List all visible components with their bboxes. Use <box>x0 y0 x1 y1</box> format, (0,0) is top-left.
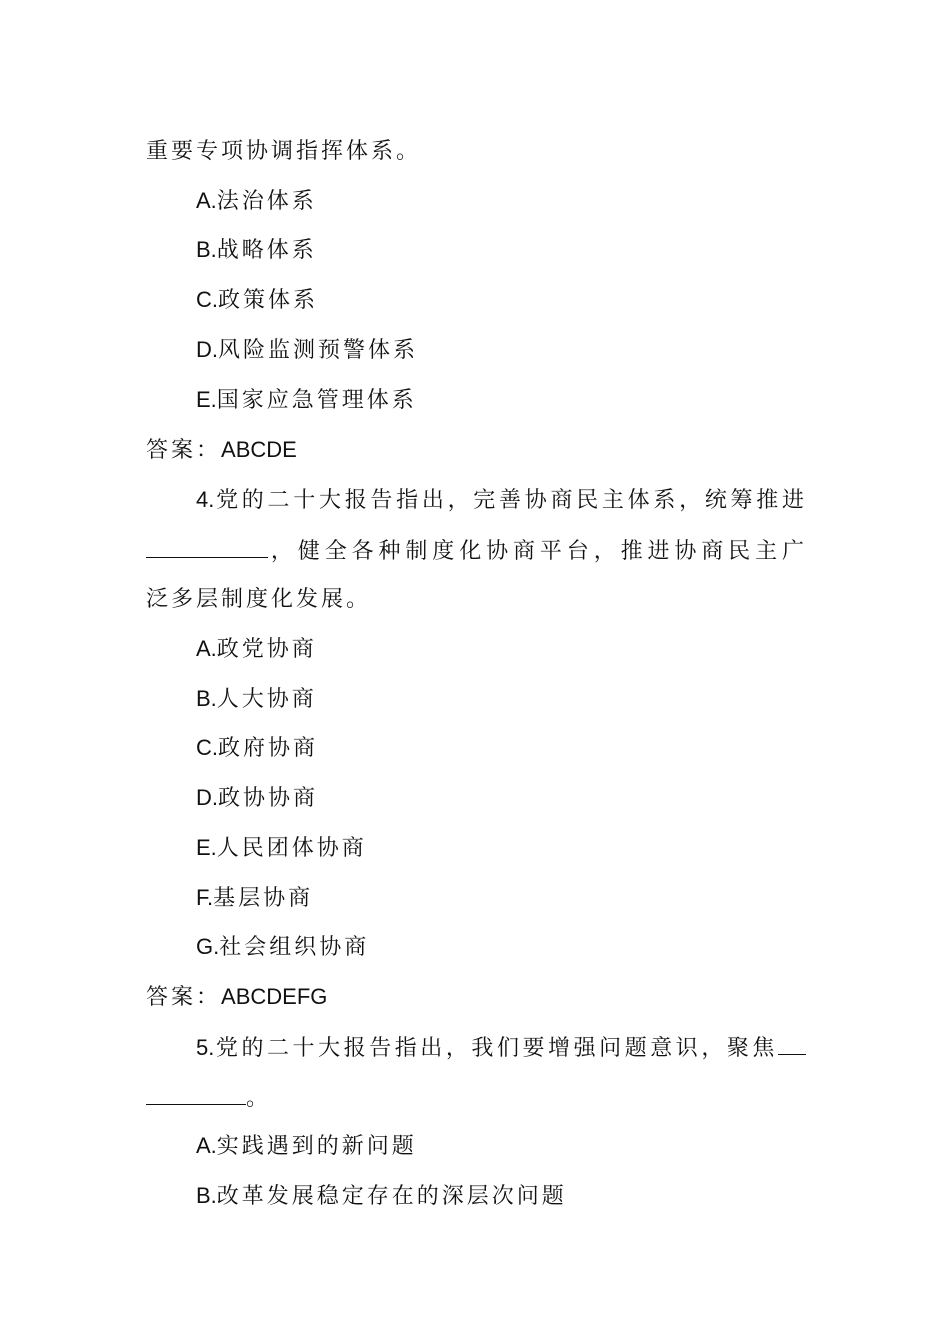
q3-stem-text: 重要专项协调指挥体系。 <box>146 139 422 164</box>
q4-option-c <box>196 733 318 764</box>
option-letter: B. <box>196 1183 217 1208</box>
q3-answer <box>146 435 297 466</box>
q4-stem-text: 泛多层制度化发展。 <box>146 587 372 612</box>
q5-stem-text: 。 <box>246 1086 272 1111</box>
option-text: 战略体系 <box>216 238 317 263</box>
question-number: 4. <box>196 487 215 512</box>
q3-stem-tail <box>146 137 421 167</box>
option-letter: C. <box>196 287 218 312</box>
option-text: 人民团体协商 <box>216 836 367 861</box>
q3-option-c <box>196 285 318 316</box>
q4-option-a <box>196 634 317 665</box>
q4-option-d <box>196 783 318 814</box>
q5-option-b <box>196 1181 567 1212</box>
q4-option-g <box>196 932 369 963</box>
answer-value: ABCDE <box>221 437 297 462</box>
fill-in-blank <box>146 535 268 558</box>
q4-option-b <box>196 684 317 715</box>
q4-answer <box>146 982 327 1013</box>
q5-stem-line-2 <box>146 1082 271 1114</box>
option-letter: D. <box>196 785 218 810</box>
option-letter: B. <box>196 237 217 262</box>
option-text: 政党协商 <box>216 637 317 662</box>
fill-in-blank <box>778 1032 806 1055</box>
option-text: 实践遇到的新问题 <box>216 1134 417 1159</box>
q5-stem-text: 党的二十大报告指出，我们要增强问题意识，聚焦 <box>214 1036 778 1061</box>
q5-stem-line-1 <box>196 1032 806 1064</box>
q3-option-d <box>196 335 418 366</box>
option-letter: G. <box>196 934 220 959</box>
q3-option-e <box>196 385 417 416</box>
option-text: 人大协商 <box>216 687 317 712</box>
option-text: 政府协商 <box>218 736 319 761</box>
option-letter: D. <box>196 337 218 362</box>
option-text: 风险监测预警体系 <box>218 338 419 363</box>
option-letter: C. <box>196 735 218 760</box>
q4-option-f <box>196 883 313 914</box>
q4-stem-text: ，健全各种制度化协商平台，推进协商民主广 <box>268 539 806 564</box>
answer-label: 答案： <box>146 438 222 463</box>
option-letter: A. <box>196 188 217 213</box>
answer-value: ABCDEFG <box>221 984 328 1009</box>
option-text: 政协协商 <box>218 786 319 811</box>
option-text: 政策体系 <box>218 288 319 313</box>
q4-stem-line-3 <box>146 585 371 615</box>
option-text: 改革发展稳定存在的深层次问题 <box>216 1184 567 1209</box>
option-text: 社会组织协商 <box>219 935 370 960</box>
option-text: 法治体系 <box>216 189 317 214</box>
option-letter: B. <box>196 686 217 711</box>
q4-option-e <box>196 833 367 864</box>
q4-stem-line-1 <box>196 485 806 516</box>
q3-option-b <box>196 235 317 266</box>
option-text: 国家应急管理体系 <box>216 388 417 413</box>
q5-option-a <box>196 1131 417 1162</box>
option-letter: F. <box>196 885 214 910</box>
option-text: 基层协商 <box>213 886 314 911</box>
answer-label: 答案： <box>146 985 222 1010</box>
q3-option-a <box>196 186 317 217</box>
option-letter: E. <box>196 387 217 412</box>
option-letter: E. <box>196 835 217 860</box>
question-number: 5. <box>196 1035 215 1060</box>
q4-stem-line-2 <box>146 535 806 567</box>
option-letter: A. <box>196 636 217 661</box>
q4-stem-text: 党的二十大报告指出，完善协商民主体系，统筹推进 <box>214 488 806 513</box>
option-letter: A. <box>196 1133 217 1158</box>
fill-in-blank <box>146 1082 246 1105</box>
